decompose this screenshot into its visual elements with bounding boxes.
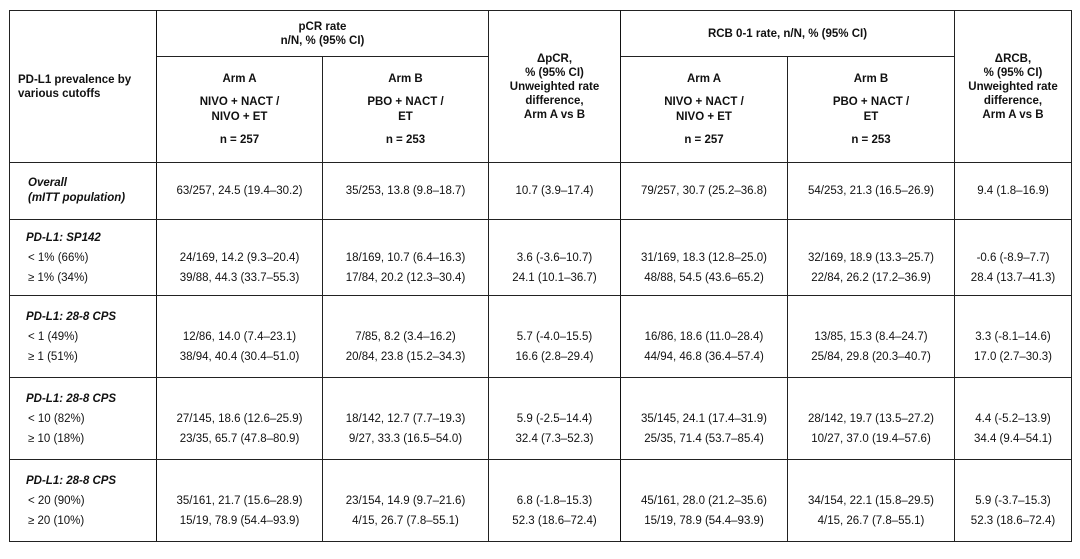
rcb-a-cell: 31/169, 18.3 (12.8–25.0) 48/88, 54.5 (43.6–65.2) xyxy=(621,220,788,296)
delta-rcb-cell: 3.3 (-8.1–14.6) 17.0 (2.7–30.3) xyxy=(955,296,1072,378)
pcr-b-cell: 18/169, 10.7 (6.4–16.3) 17/84, 20.2 (12.3–30.4) xyxy=(323,220,489,296)
overall-pcr-b: 35/253, 13.8 (9.8–18.7) xyxy=(323,163,489,220)
subgroup-label: ≥ 10 (18%) xyxy=(28,432,85,445)
row-label-header: PD-L1 prevalence by various cutoffs xyxy=(10,11,157,163)
pcr-arm-a-header: Arm A NIVO + NACT / NIVO + ET n = 257 xyxy=(157,57,323,163)
group-label-cell xyxy=(10,460,157,542)
subgroup-label: < 20 (90%) xyxy=(28,494,85,507)
delta-rcb-cell: -0.6 (-8.9–7.7) 28.4 (13.7–41.3) xyxy=(955,220,1072,296)
pcr-group-header: pCR rate n/N, % (95% CI) xyxy=(157,11,489,57)
pcr-a-cell: 24/169, 14.2 (9.3–20.4) 39/88, 44.3 (33.7–55.3) xyxy=(157,220,323,296)
results-table xyxy=(9,10,1072,542)
group-row xyxy=(10,220,1072,296)
rcb-a-cell: 45/161, 28.0 (21.2–35.6) 15/19, 78.9 (54.4–93.9) xyxy=(621,460,788,542)
group-row xyxy=(10,378,1072,460)
delta-rcb-cell: 5.9 (-3.7–15.3) 52.3 (18.6–72.4) xyxy=(955,460,1072,542)
delta-pcr-cell: 6.8 (-1.8–15.3) 52.3 (18.6–72.4) xyxy=(489,460,621,542)
pcr-b-cell: 23/154, 14.9 (9.7–21.6) 4/15, 26.7 (7.8–55.1) xyxy=(323,460,489,542)
delta-pcr-cell: 5.7 (-4.0–15.5) 16.6 (2.8–29.4) xyxy=(489,296,621,378)
delta-rcb-header: ΔRCB, % (95% CI) Unweighted rate difference, Arm A vs B xyxy=(955,11,1072,163)
rcb-arm-b-header: Arm B PBO + NACT / ET n = 253 xyxy=(788,57,955,163)
rcb-b-cell: 28/142, 19.7 (13.5–27.2) 10/27, 37.0 (19.4–57.6) xyxy=(788,378,955,460)
rcb-arm-a-header: Arm A NIVO + NACT / NIVO + ET n = 257 xyxy=(621,57,788,163)
group-title: PD-L1: 28-8 CPS xyxy=(26,392,117,405)
group-title: PD-L1: 28-8 CPS xyxy=(26,310,117,323)
group-title: PD-L1: 28-8 CPS xyxy=(26,474,117,487)
pcr-a-cell: 35/161, 21.7 (15.6–28.9) 15/19, 78.9 (54.4–93.9) xyxy=(157,460,323,542)
subgroup-label: ≥ 1 (51%) xyxy=(28,350,78,363)
subgroup-label: ≥ 20 (10%) xyxy=(28,514,85,527)
rcb-b-cell: 13/85, 15.3 (8.4–24.7) 25/84, 29.8 (20.3–40.7) xyxy=(788,296,955,378)
overall-delta-rcb: 9.4 (1.8–16.9) xyxy=(955,163,1072,220)
delta-rcb-cell: 4.4 (-5.2–13.9) 34.4 (9.4–54.1) xyxy=(955,378,1072,460)
rcb-b-cell: 34/154, 22.1 (15.8–29.5) 4/15, 26.7 (7.8–55.1) xyxy=(788,460,955,542)
overall-rcb-a: 79/257, 30.7 (25.2–36.8) xyxy=(621,163,788,220)
pcr-a-cell: 12/86, 14.0 (7.4–23.1) 38/94, 40.4 (30.4–51.0) xyxy=(157,296,323,378)
group-label-cell xyxy=(10,220,157,296)
group-row xyxy=(10,296,1072,378)
group-label-cell xyxy=(10,378,157,460)
group-row xyxy=(10,460,1072,542)
rcb-b-cell: 32/169, 18.9 (13.3–25.7) 22/84, 26.2 (17.2–36.9) xyxy=(788,220,955,296)
rcb-a-cell: 16/86, 18.6 (11.0–28.4) 44/94, 46.8 (36.4–57.4) xyxy=(621,296,788,378)
pcr-b-cell: 7/85, 8.2 (3.4–16.2) 20/84, 23.8 (15.2–34.3) xyxy=(323,296,489,378)
group-label-cell xyxy=(10,296,157,378)
pcr-arm-b-header: Arm B PBO + NACT / ET n = 253 xyxy=(323,57,489,163)
overall-delta-pcr: 10.7 (3.9–17.4) xyxy=(489,163,621,220)
pcr-b-cell: 18/142, 12.7 (7.7–19.3) 9/27, 33.3 (16.5–54.0) xyxy=(323,378,489,460)
subgroup-label: < 1% (66%) xyxy=(28,251,89,264)
delta-pcr-header: ΔpCR, % (95% CI) Unweighted rate difference, Arm A vs B xyxy=(489,11,621,163)
subgroup-label: < 10 (82%) xyxy=(28,412,85,425)
overall-pcr-a: 63/257, 24.5 (19.4–30.2) xyxy=(157,163,323,220)
subgroup-label: ≥ 1% (34%) xyxy=(28,271,88,284)
rcb-group-header: RCB 0-1 rate, n/N, % (95% CI) xyxy=(621,11,955,57)
overall-row xyxy=(10,163,1072,220)
group-title: PD-L1: SP142 xyxy=(26,231,101,244)
overall-label: Overall (mITT population) xyxy=(10,163,157,220)
pcr-a-cell: 27/145, 18.6 (12.6–25.9) 23/35, 65.7 (47.8–80.9) xyxy=(157,378,323,460)
delta-pcr-cell: 5.9 (-2.5–14.4) 32.4 (7.3–52.3) xyxy=(489,378,621,460)
overall-rcb-b: 54/253, 21.3 (16.5–26.9) xyxy=(788,163,955,220)
delta-pcr-cell: 3.6 (-3.6–10.7) 24.1 (10.1–36.7) xyxy=(489,220,621,296)
subgroup-label: < 1 (49%) xyxy=(28,330,79,343)
rcb-a-cell: 35/145, 24.1 (17.4–31.9) 25/35, 71.4 (53.7–85.4) xyxy=(621,378,788,460)
